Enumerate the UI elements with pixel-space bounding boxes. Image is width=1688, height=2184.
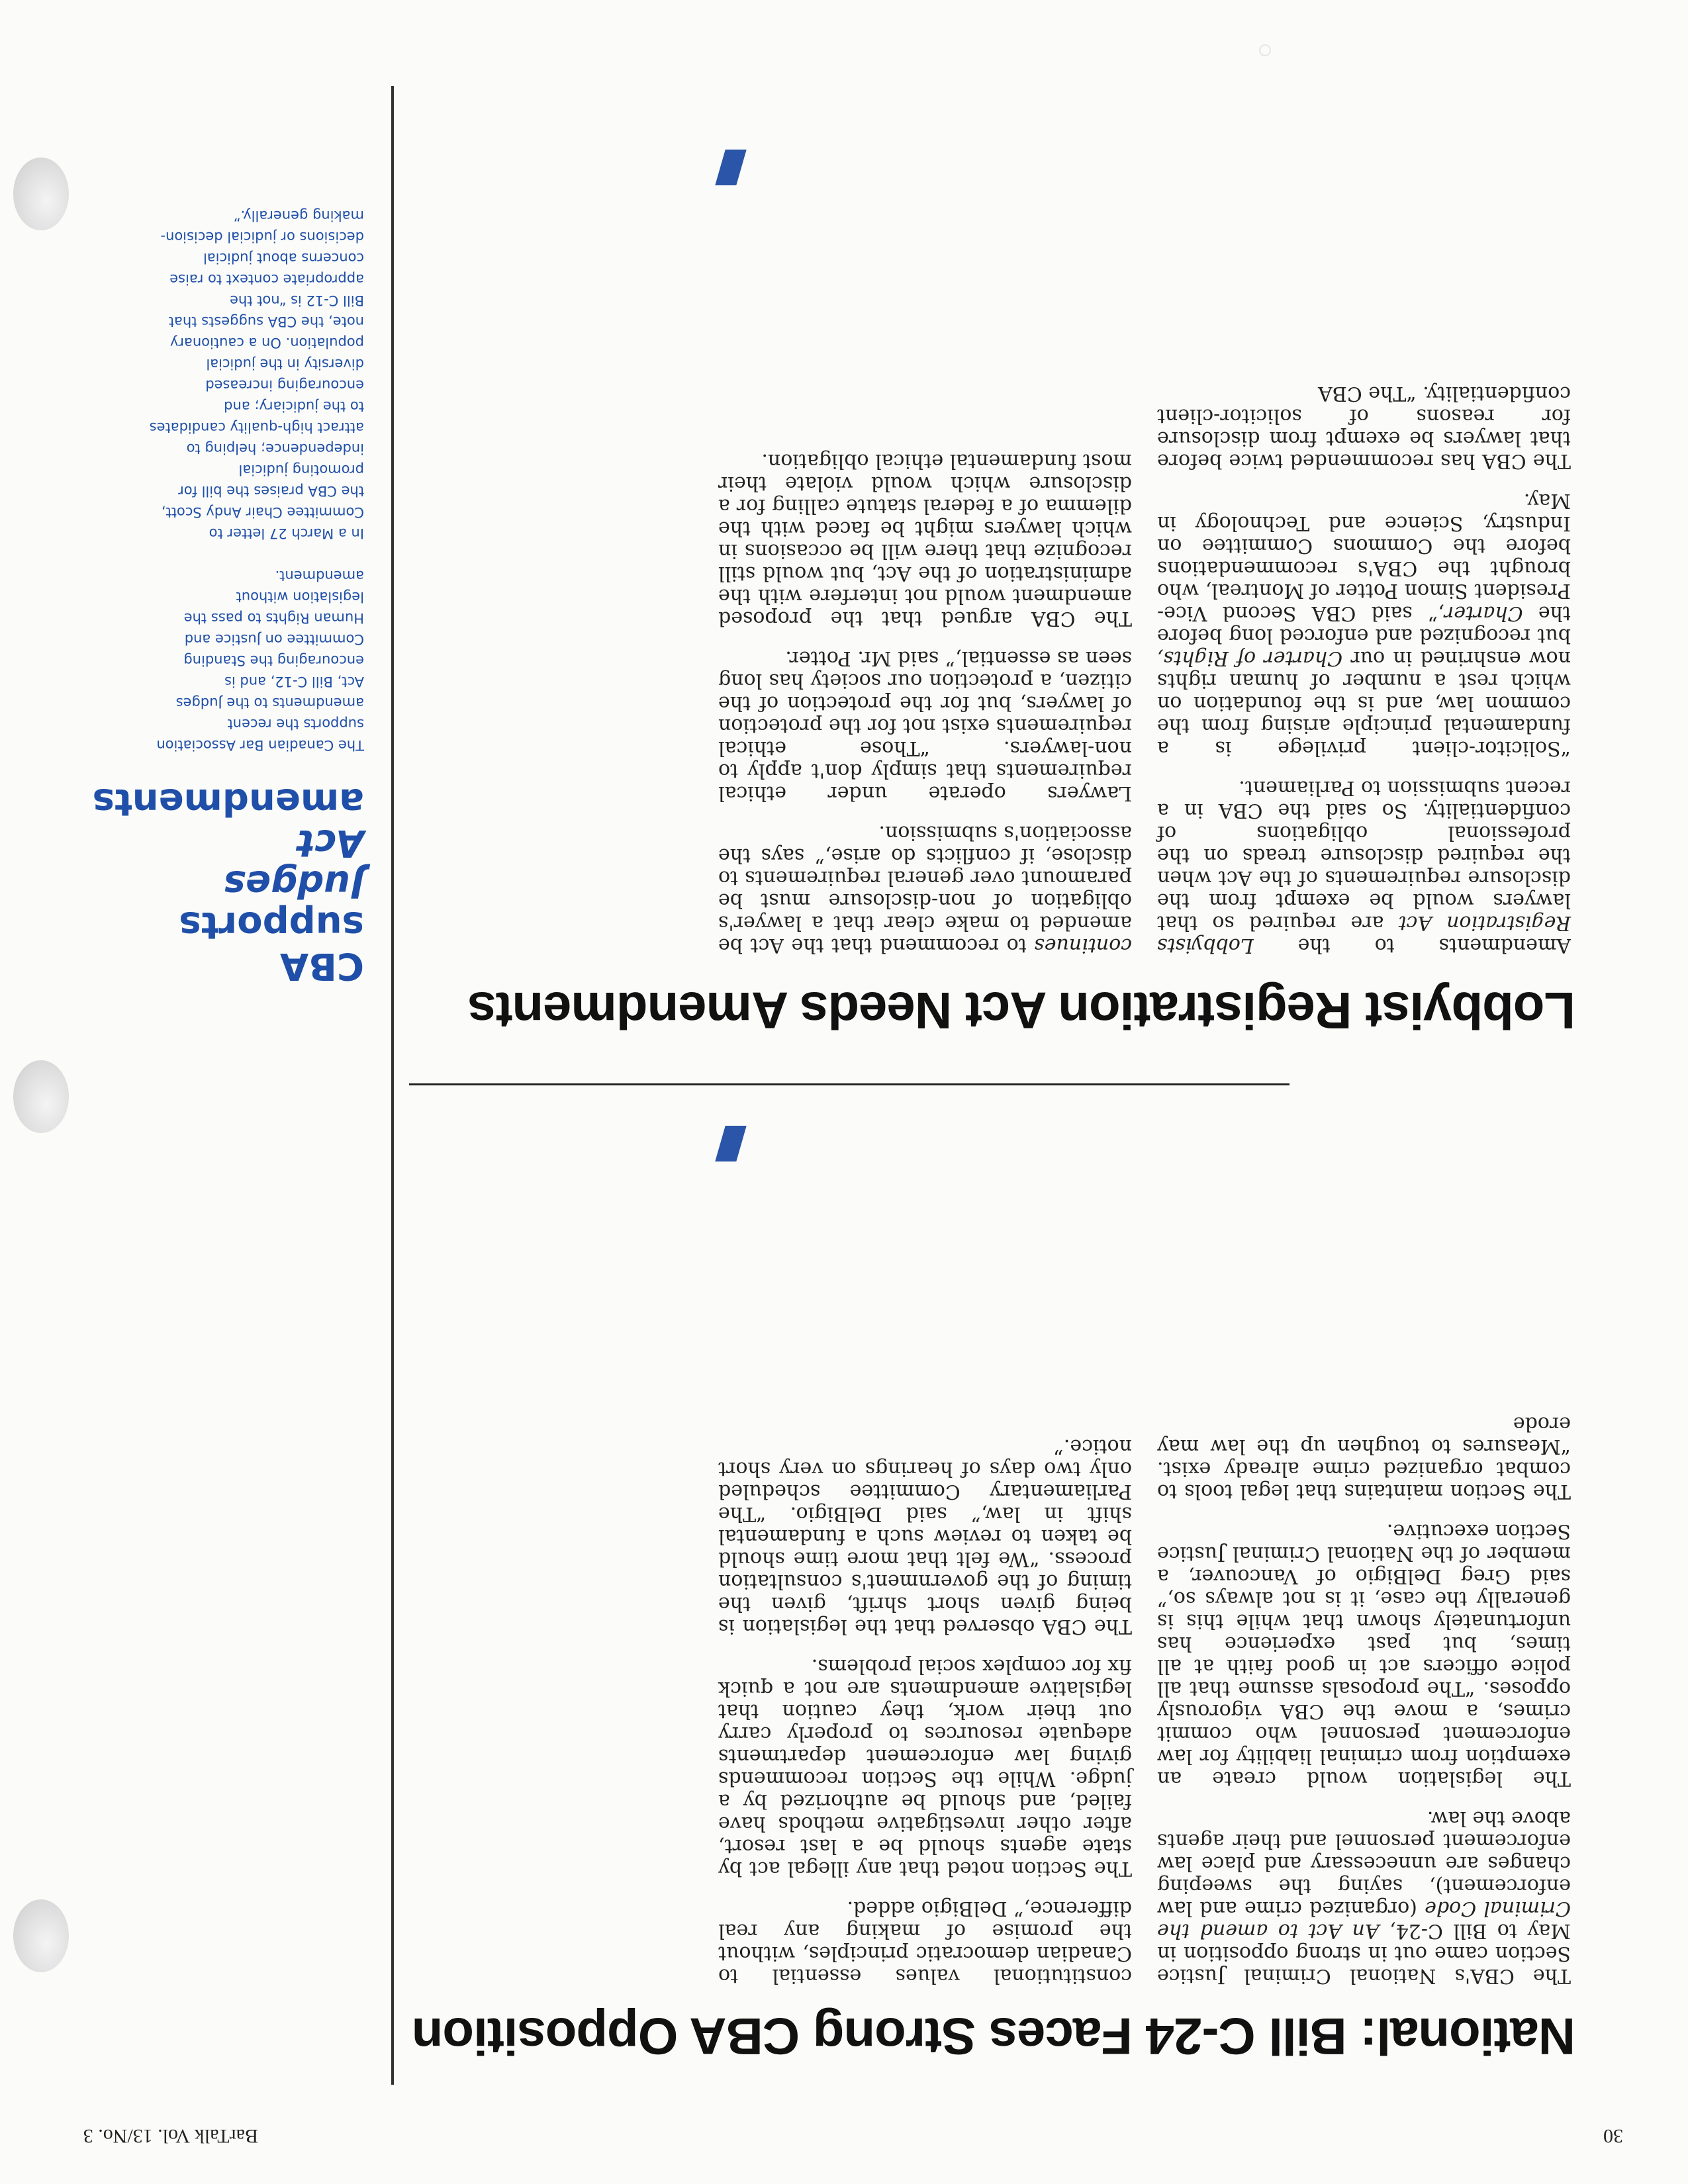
binder-hole-top — [13, 1899, 69, 1972]
publication-info: BarTalk Vol. 13/No. 3 — [83, 2125, 258, 2147]
article1-paragraph: The Section noted that any illegal act by state agents should be a last resort, after other investigative methods have failed, and should be authorized by a judge. While the Section recommends giving law enforcement departments adequate resources to properly carry out their work, they caution that legislative amendments are not a quick fix for complex social problems. — [718, 1655, 1132, 1880]
column-divider — [391, 86, 394, 2085]
article2-paragraph: continues to recommend that the Act be amended to make clear that a lawyer's obligation of non-disclosure must be paramount over general requirements to disclose, if conflicts do arise,” says the association's submission. — [718, 821, 1132, 957]
article2-paragraph: Amendments to the Lobbyists Registration Act are required so that lawyers would be exempt from the disclosure requirements of the Act when the required disclosure treads on the professional obligations of confidentiality. So said the CBA in a recent submission to Parliament. — [1157, 776, 1571, 957]
binder-hole-bottom — [13, 158, 69, 230]
article1-paragraph: The CBA's National Criminal Justice Section came out in strong opposition in May to Bill C-24, An Act to amend the Criminal Code (organized crime and law enforcement), saying the sweeping changes are unnecessary and place law enforcement personnel and their agents above the law. — [1157, 1807, 1571, 1987]
article1-paragraph: constitutional values essential to Canadian democratic principles, without the promise of making any real difference,” DelBigio added. — [718, 1897, 1132, 1987]
binder-hole-middle — [13, 1060, 69, 1133]
article2-left-column — [1157, 365, 1571, 956]
sidebar-paragraph: In a March 27 letter to Committee Chair Andy Scott, the CBA praises the bill for promoting judicial independence; helping to attract high-quality candidates to the judiciary; and encouraging increased diversity in the judicial population. On a cautionary note, the CBA suggests that Bill C-12 is “not the appropriate context to raise concerns about judicial decisions or judicial decision-making generally.” — [149, 208, 364, 541]
article1-headline: National: Bill C-24 Faces Strong CBA Opposition — [412, 2007, 1575, 2066]
sidebar-title: CBA supports Judges Act amendments — [92, 780, 364, 987]
article1-paragraph: The CBA observed that the legislation is being given short shrift, given the timing of the government's consultation process. “We felt that more time should be taken to review such a fundamental shift in law,” said DelBigio. “The Parliamentary Committee scheduled only two days of hearings on very short notice.” — [718, 1435, 1132, 1638]
article1-paragraph: The legislation would create an exemption from criminal liability for law enforcement personnel who commit crimes, a move the CBA vigorously opposes. “The proposals assume that all police officers act in good faith at all times, but past experience has unfortunately shown that while this is generally the case, it is not always so,” said Greg DelBigio of Vancouver, a member of the National Criminal Justice Section executive. — [1157, 1520, 1571, 1790]
sidebar-paragraph: The Canadian Bar Association supports the recent amendments to the Judges Act, Bill C-12, and is encouraging the Standing Committee on Justice and Human Rights to pass the legislation without amendment. — [156, 568, 364, 753]
article2-paragraph: Lawyers operate under ethical requirements that simply don't apply to non-lawyers. “Those ethical requirements exist not for the protection of lawyers, but for the protection of the citizen, a protection our society has long seen as essential,” said Mr. Potter. — [718, 647, 1132, 805]
end-of-article-icon — [715, 150, 746, 185]
article1-left-column — [1157, 1395, 1571, 1987]
end-of-article-icon — [715, 1126, 746, 1161]
article-separator — [409, 1083, 1289, 1085]
article2-paragraph: “Solicitor-client privilege is a fundamental principle arising from the common law, and is the foundation on which rest a number of human rights now enshrined in our Charter of Rights, but recognized and enforced long before the Charter,” said CBA Second Vice-President Simon Potter of Montreal, who brought the CBA's recommendations before the Commons Committee on Industry, Science and Technology in May. — [1156, 489, 1571, 760]
article2-paragraph: The CBA argued that the proposed amendment would not interfere with the administration of the Act, but would still recognize that there will be occasions in which lawyers might be faced with the dilemma of a federal statute calling for a disclosure which would violate their most fundamental ethical obligation. — [718, 449, 1132, 630]
article2-headline: Lobbyist Registration Act Needs Amendments — [468, 981, 1575, 1040]
page-number: 30 — [1603, 2125, 1623, 2147]
scan-mark — [1259, 44, 1271, 56]
article2-paragraph: The CBA has recommended twice before that lawyers be exempt from disclosure for reasons of solicitor-client confidentiality. “The CBA — [1157, 382, 1571, 473]
article1-right-column — [718, 1418, 1132, 1987]
article2-right-column — [718, 432, 1132, 956]
sidebar-judges-act — [92, 205, 364, 987]
article1-paragraph: The Section maintains that legal tools to combat organized crime already exist. “Measures to toughen up the law may erode — [1157, 1412, 1571, 1503]
